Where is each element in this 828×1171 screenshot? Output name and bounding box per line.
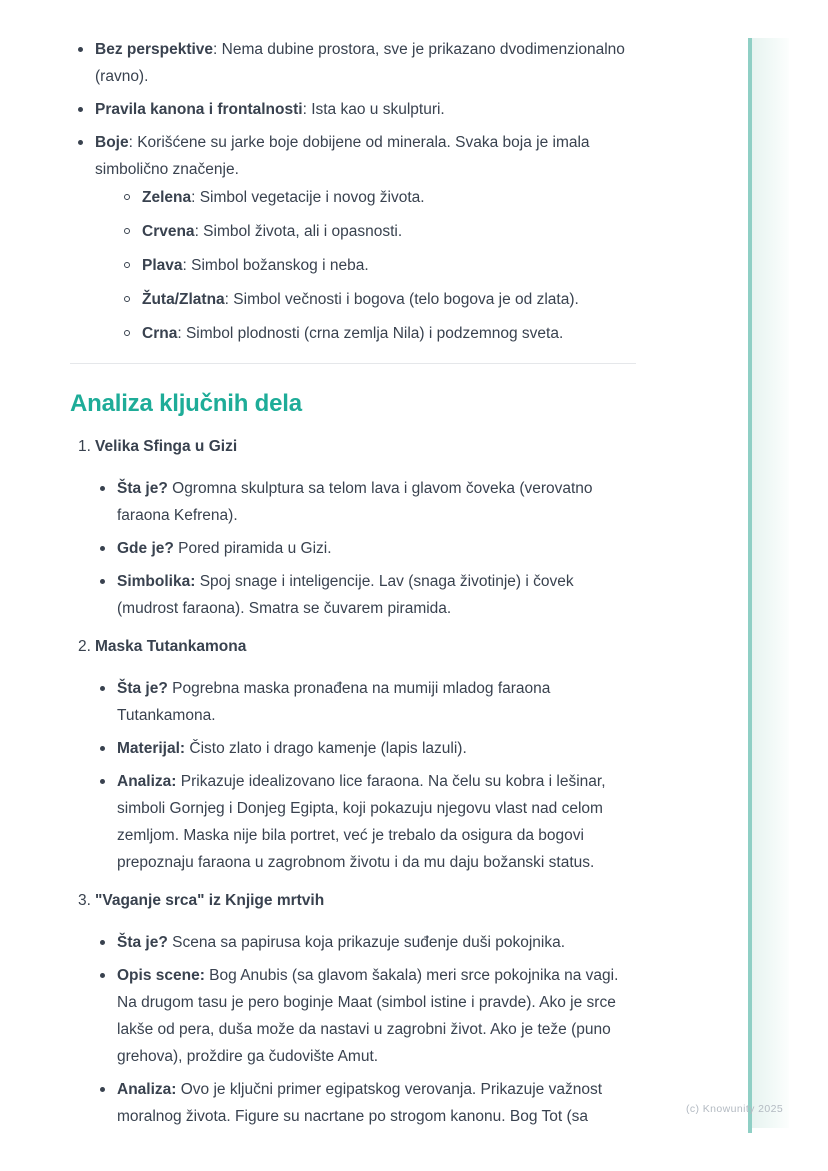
list-item [92,535,636,562]
item-title-text: Velika Sfinga u Gizi [95,438,238,455]
bullet-text: Spoj snage i inteligencije. Lav (snaga životinje) i čovek (mudrost faraona). Smatra se čuvarem piramida. [117,573,574,617]
item-title-text: "Vaganje srca" iz Knjige mrtvih [95,892,325,909]
numbered-item [70,887,636,1136]
bullet-text: Čisto zlato i drago kamenje (lapis lazuli). [185,740,467,757]
list-item [92,475,636,529]
bullet-text: : Simbol života, ali i opasnosti. [194,223,403,240]
bullet-text: : Simbol božanskog i neba. [182,257,369,274]
bullet-label: Crvena [142,223,195,240]
bullet-label: Bez perspektive [95,41,214,58]
bullet-label: Šta je? [117,480,168,497]
bullet-label: Šta je? [117,680,168,697]
bullet-text: Ovo je ključni primer egipatskog verovanja. Prikazuje važnost moralnog života. Figure su nacrtane po strogom kanonu. Bog Tot (sa [117,1081,603,1125]
bullet-label: Crna [142,325,178,342]
numbered-item [70,433,636,628]
item-bullet-list [92,675,636,876]
sub-list-item [120,218,636,245]
bullet-text: : Simbol vegetacije i novog života. [191,189,425,206]
bullet-label: Simbolika: [117,573,196,590]
bullet-label: Analiza: [117,773,177,790]
watermark-text: (c) Knowunity 2025 [686,1103,784,1115]
bullet-label: Plava [142,257,183,274]
bullet-text: Pored piramida u Gizi. [173,540,332,557]
bullet-text: : Nema dubine prostora, sve je prikazano dvodimenzionalno (ravno). [95,41,625,85]
bullet-text: Pogrebna maska pronađena na mumiji mladog faraona Tutankamona. [117,680,551,724]
side-accent-panel [752,38,789,1128]
list-item [92,768,636,876]
bullet-label: Šta je? [117,934,168,951]
item-bullet-list [92,929,636,1130]
bullet-text: Scena sa papirusa koja prikazuje suđenje duši pokojnika. [167,934,566,951]
bullet-text: : Korišćene su jarke boje dobijene od minerala. Svaka boja je imala simbolično značenje. [95,134,590,178]
characteristics-list [70,36,636,354]
bullet-label: Pravila kanona i frontalnosti [95,101,303,118]
item-number: 3. [78,892,91,909]
sub-list-item [120,184,636,211]
numbered-item-title [70,633,636,660]
color-symbolism-list [120,184,636,347]
numbered-item-title [70,433,636,460]
section-heading: Analiza ključnih dela [70,390,302,417]
list-item [92,929,636,956]
bullet-text: : Ista kao u skulpturi. [302,101,445,118]
bullet-label: Gde je? [117,540,174,557]
list-item [92,962,636,1070]
list-item [92,568,636,622]
list-item [70,129,636,347]
item-title-text: Maska Tutankamona [95,638,247,655]
numbered-item [70,633,636,882]
sub-list-item [120,252,636,279]
sub-list-item [120,320,636,347]
bullet-text: Bog Anubis (sa glavom šakala) meri srce pokojnika na vagi. Na drugom tasu je pero boginje Maat (simbol istine i pravde). Ako je srce lakše od pera, duša može da nastavi u zagrobni život. Ako je teže (puno grehova), proždire ga čudovište Amut. [117,967,619,1065]
list-item [70,36,636,90]
list-item [92,1076,636,1130]
bullet-text: Prikazuje idealizovano lice faraona. Na čelu su kobra i lešinar, simboli Gornjeg i Donjeg Egipta, koji pokazuju njegovu vlast nad celom zemljom. Maska nije bila portret, već je trebalo da osigura da bogovi prepoznaju faraona u zagrobnom životu i da mu daju božanski status. [117,773,606,871]
bullet-label: Zelena [142,189,192,206]
bullet-label: Boje [95,134,129,151]
numbered-item-title [70,887,636,914]
bullet-label: Analiza: [117,1081,177,1098]
item-number: 1. [78,438,91,455]
bullet-text: Ogromna skulptura sa telom lava i glavom čoveka (verovatno faraona Kefrena). [117,480,593,524]
list-item [70,96,636,123]
bullet-label: Žuta/Zlatna [142,291,225,308]
item-number: 2. [78,638,91,655]
bullet-text: : Simbol plodnosti (crna zemlja Nila) i podzemnog sveta. [177,325,564,342]
bullet-label: Materijal: [117,740,186,757]
section-divider [70,363,636,364]
item-bullet-list [92,475,636,622]
list-item [92,735,636,762]
document-body [70,36,636,1141]
sub-list-item [120,286,636,313]
bullet-text: : Simbol večnosti i bogova (telo bogova je od zlata). [224,291,579,308]
bullet-label: Opis scene: [117,967,205,984]
list-item [92,675,636,729]
